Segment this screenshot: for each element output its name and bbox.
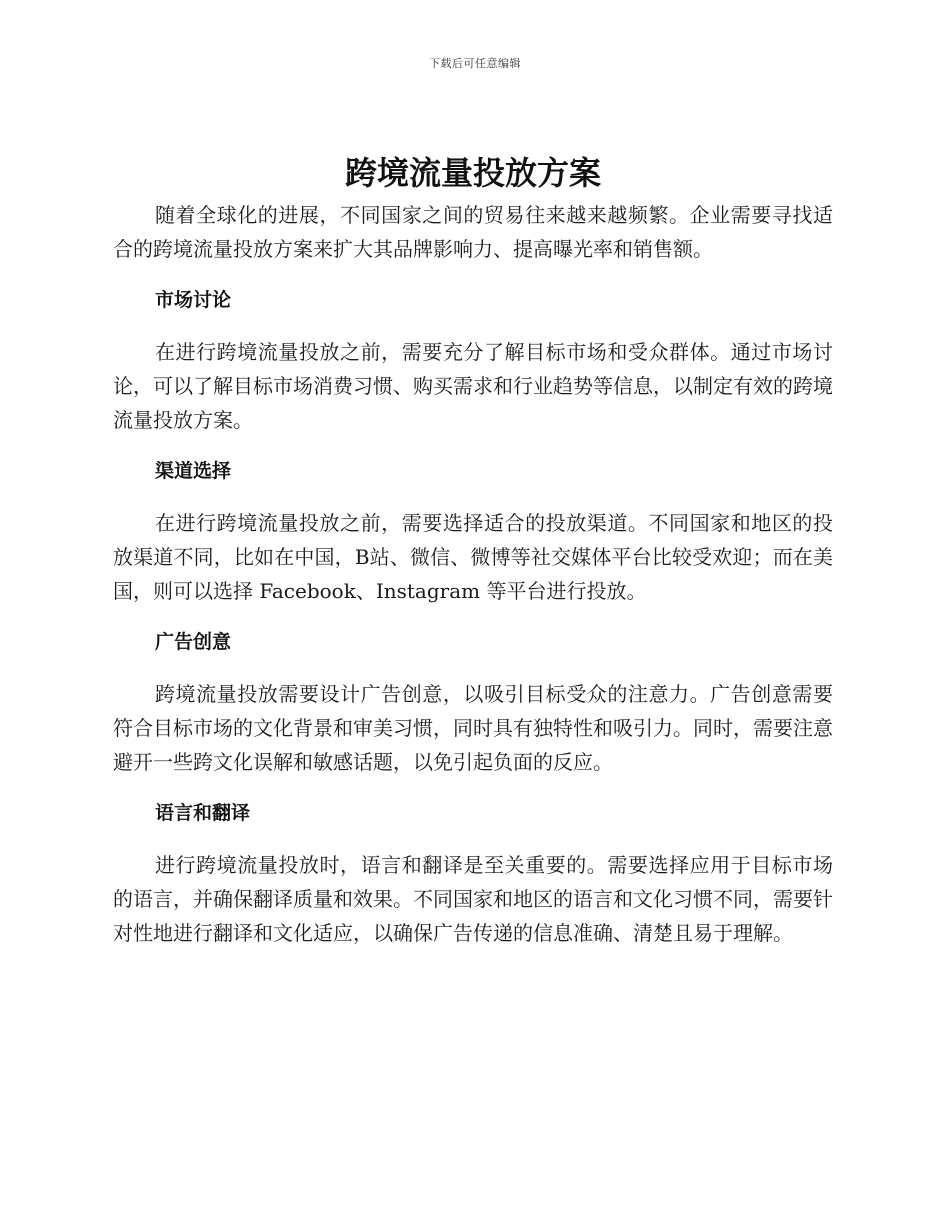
document-body: [113, 150, 833, 950]
section-body-language: 进行跨境流量投放时，语言和翻译是至关重要的。需要选择应用于目标市场的语言，并确保翻译质量和效果。不同国家和地区的语言和文化习惯不同，需要针对性地进行翻译和文化适应，以确保广告传递的信息准确、清楚且易于理解。: [113, 853, 833, 945]
header-note: 下载后可任意编辑: [429, 57, 521, 70]
section-heading-market: 市场讨论: [155, 289, 232, 311]
section-heading-channels: 渠道选择: [155, 460, 232, 482]
intro-paragraph: 随着全球化的进展，不同国家之间的贸易往来越来越频繁。企业需要寻找适合的跨境流量投放方案来扩大其品牌影响力、提高曝光率和销售额。: [113, 203, 833, 261]
section-body-market: 在进行跨境流量投放之前，需要充分了解目标市场和受众群体。通过市场讨论，可以了解目标市场消费习惯、购买需求和行业趋势等信息，以制定有效的跨境流量投放方案。: [113, 340, 833, 432]
section-heading-creative: 广告创意: [155, 631, 232, 653]
section-body-creative: 跨境流量投放需要设计广告创意，以吸引目标受众的注意力。广告创意需要符合目标市场的文化背景和审美习惯，同时具有独特性和吸引力。同时，需要注意避开一些跨文化误解和敏感话题，以免引起负面的反应。: [113, 682, 833, 774]
section-heading-language: 语言和翻译: [155, 802, 251, 824]
page-title: 跨境流量投放方案: [344, 154, 601, 192]
section-body-channels: 在进行跨境流量投放之前，需要选择适合的投放渠道。不同国家和地区的投放渠道不同，比如在中国，B站、微信、微博等社交媒体平台比较受欢迎；而在美国，则可以选择 Facebook、Instagram 等平台进行投放。: [113, 511, 833, 603]
